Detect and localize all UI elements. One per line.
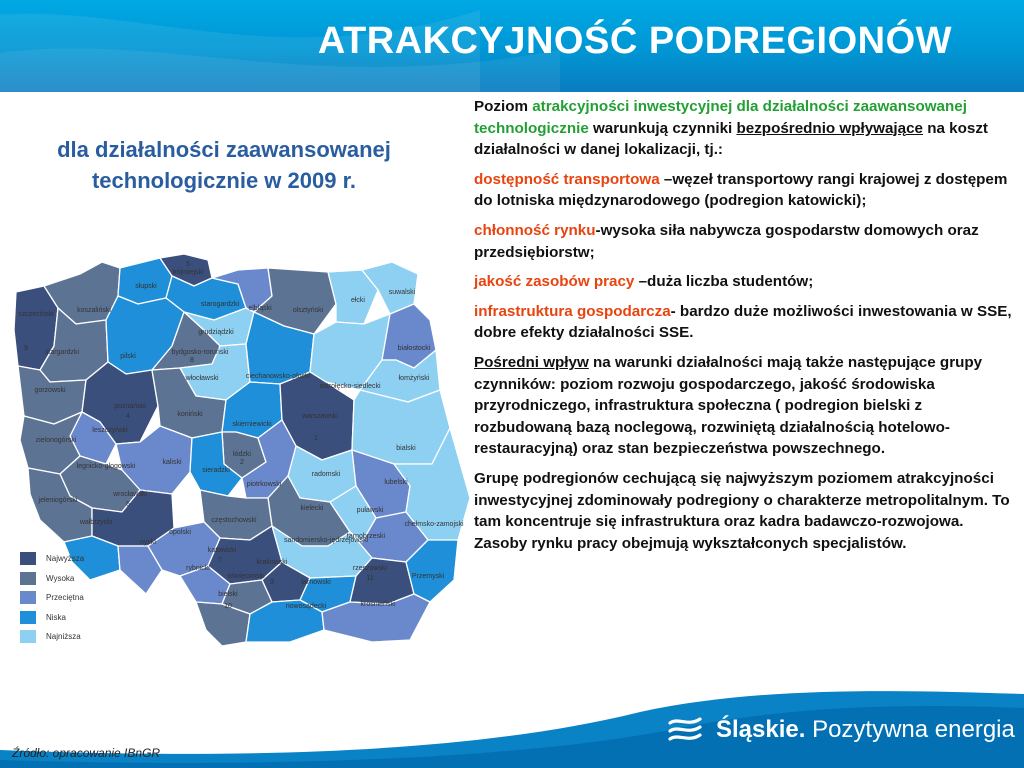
label-bielski-n: 10 (224, 603, 232, 610)
label-bielski: bielski (218, 591, 238, 598)
label-koszalinski: koszaliński (77, 307, 111, 314)
label-poznanski: poznański (114, 403, 146, 410)
label-piotrkowski: piotrkowski (246, 481, 282, 488)
label-radomski: radomski (311, 471, 341, 478)
label-jeleniogorski: jeleniogórski (38, 497, 78, 504)
legend-swatch (20, 630, 36, 643)
label-szczecin-n: 9 (24, 345, 28, 352)
label-elcki: ełcki (350, 297, 366, 304)
legend-swatch (20, 572, 36, 585)
label-rzeszowski-n: 11 (366, 575, 374, 582)
paragraph-labour (474, 271, 1014, 293)
label-krosnienski: krośnieński (360, 601, 396, 608)
legend-label: Najwyższa (46, 554, 85, 564)
label-stargardzki: stargardzki (44, 349, 80, 356)
description-text (474, 96, 1014, 562)
label-czestochowski: częstochowski (211, 517, 257, 524)
label-gorzowski: gorzowski (34, 387, 66, 394)
label-poznanski-n: 4 (126, 413, 130, 420)
label-krakowski-n: 3 (270, 579, 274, 586)
label-koninski: koniński (177, 411, 203, 418)
legend-swatch (20, 552, 36, 565)
label-oswiecimski: oświęcimski (227, 573, 265, 580)
text-span: na koszt działalności w danej lokalizacji, tj.: (474, 119, 988, 159)
label-warszawski-n: 1 (314, 435, 318, 442)
label-lodzki: łódzki (233, 451, 251, 458)
label-tarnowski: tarnowski (301, 579, 331, 586)
header-banner (0, 0, 1024, 92)
underlined-text: Pośredni wpływ (474, 353, 589, 371)
paragraph-indirect (474, 352, 1014, 460)
label-bydgosko-n: 8 (190, 357, 194, 364)
label-lomzynski: łomżyński (398, 375, 430, 382)
text-span: –duża liczba studentów; (634, 273, 814, 291)
highlight-green: atrakcyjności inwestycyjnej dla działalności zaawansowanej technologicznie (474, 98, 967, 137)
label-trojmiejski-n: 5 (186, 261, 190, 268)
paragraph-intro (474, 96, 1014, 161)
highlight-red: jakość zasobów pracy (474, 273, 635, 291)
paragraph-transport (474, 169, 1014, 212)
label-slupski: słupski (135, 283, 157, 290)
label-tarnobrzeski: tarnobrzeski (346, 533, 386, 540)
source-note: Źródło: opracowanie IBnGR (12, 746, 161, 760)
text-span: Poziom (474, 98, 533, 115)
label-szczecinski: szczeciński (18, 311, 54, 318)
legend-label: Wysoka (46, 573, 75, 583)
legend-item-wysoka (20, 569, 84, 589)
label-starogardzki: starogardzki (200, 301, 240, 308)
label-krakowski: krakowski (256, 559, 288, 566)
brand-logo (666, 713, 1015, 747)
label-kielecki: kielecki (300, 505, 324, 512)
brand-wave-icon (666, 713, 706, 747)
label-bydgosko: bydgosko-toruński (171, 349, 229, 356)
label-rzeszowski: rzeszowski (352, 565, 388, 572)
legend-item-niska (20, 608, 84, 628)
legend-item-przecietna (20, 588, 84, 608)
brand-text (716, 716, 1015, 744)
paragraph-market (474, 220, 1014, 263)
label-katowicki: katowicki (207, 547, 237, 554)
label-rybnicki: rybnicki (186, 565, 210, 572)
paragraph-infrastructure (474, 301, 1014, 344)
label-wroclawski: wrocławski (113, 491, 147, 498)
text-span: - bardzo duże możliwości inwestowania w SSE, dobre efekty działalności SSE. (474, 302, 1012, 342)
label-opolski: opolski (169, 529, 191, 536)
label-suwalski: suwalski (388, 289, 416, 296)
legend-swatch (20, 591, 36, 604)
label-pulawski: puławski (356, 507, 384, 514)
label-ostrolecko: ostrołęcko-siedlecki (319, 383, 381, 390)
legend-label: Przeciętna (46, 593, 84, 603)
underlined-text: bezpośrednio wpływające (736, 119, 923, 137)
region-bialski (352, 390, 450, 464)
highlight-red: chłonność rynku (474, 221, 596, 239)
label-olsztynski: olsztyński (292, 307, 324, 314)
label-bialski: bialski (396, 445, 416, 452)
label-pilski: pilski (120, 353, 136, 360)
label-nowosadecki: nowosądecki (285, 603, 327, 610)
label-lodzki-n: 2 (240, 459, 244, 466)
label-lubelski: lubelski (384, 479, 408, 486)
brand-tagline: Pozytywna energia (805, 716, 1015, 743)
map-subtitle: dla działalności zaawansowanej technologicznie w 2009 r. (57, 137, 391, 193)
label-chelmsko: chełmsko-zamojski (404, 521, 464, 528)
label-wroclawski-n: 6 (126, 501, 130, 508)
label-skierniewicki: skierniewicki (232, 421, 272, 428)
label-leszczynski: leszczyński (92, 427, 128, 434)
label-elblaski: elbląski (248, 305, 272, 312)
label-sandomiersko: sandomiersko-jędrzejowski (283, 537, 369, 544)
text-span: na warunki działalności mają także następujące grupy czynników: poziom rozwoju gospodarczego, jakość środowiska przyrodniczego, infrastruktura społeczna ( podregion bielski z rozbudowaną bazą noclegową, rozwiniętą działalnością hotelowo-restauracyjną) oraz stan bezpieczeństwa powszechnego. (474, 353, 983, 458)
page-title: ATRAKCYJNOŚĆ PODREGIONÓW (317, 20, 952, 62)
label-grudziadzki: grudziądzki (198, 329, 234, 336)
label-ciechanowsko: ciechanowsko-płocki (245, 373, 311, 380)
legend-swatch (20, 611, 36, 624)
label-legnicko: legnicko-głogowski (76, 463, 136, 470)
highlight-red: dostępność transportowa (474, 170, 660, 188)
label-nyski: nyski (140, 539, 156, 546)
legend-item-najwyzsza (20, 549, 84, 569)
legend-label: Niska (46, 612, 67, 622)
label-bialostocki: białostocki (397, 345, 431, 352)
label-trojmiejski: trójmiejski (172, 269, 204, 276)
text-span: warunkują czynniki (588, 119, 737, 137)
label-przemyski: Przemyski (411, 573, 445, 580)
label-zielonogorski: zielonogórski (35, 437, 77, 444)
legend-label: Najniższa (46, 632, 81, 642)
label-wloclawski: włocławski (185, 375, 219, 382)
label-walbrzyski: wałbrzyski (79, 519, 113, 526)
legend-item-najnizsza (20, 627, 84, 647)
highlight-red: infrastruktura gospodarcza (474, 302, 671, 320)
label-kaliski: kaliski (162, 459, 182, 466)
brand-name: Śląskie. (716, 716, 806, 743)
paragraph-summary: Grupę podregionów cechującą się najwyższym poziomem atrakcyjności inwestycyjnej zdominowały podregiony o charakterze metropolitalnym. To tam koncentruje się infrastruktura oraz kadra badawczo-rozwojowa. Zasoby rynku pracy obejmują wykształconych specjalistów. (474, 469, 1010, 552)
text-span: -wysoka siła nabywcza gospodarstw domowych oraz przedsiębiorstw; (474, 221, 979, 261)
label-warszawski: warszawski (302, 413, 338, 420)
label-sieradzki: sieradzki (202, 467, 230, 474)
label-katowicki-n: 7 (218, 557, 222, 564)
text-span: –węzeł transportowy rangi krajowej z dostępem do lotniska międzynarodowego (podregion katowicki); (474, 170, 1008, 210)
map-legend (20, 549, 84, 647)
